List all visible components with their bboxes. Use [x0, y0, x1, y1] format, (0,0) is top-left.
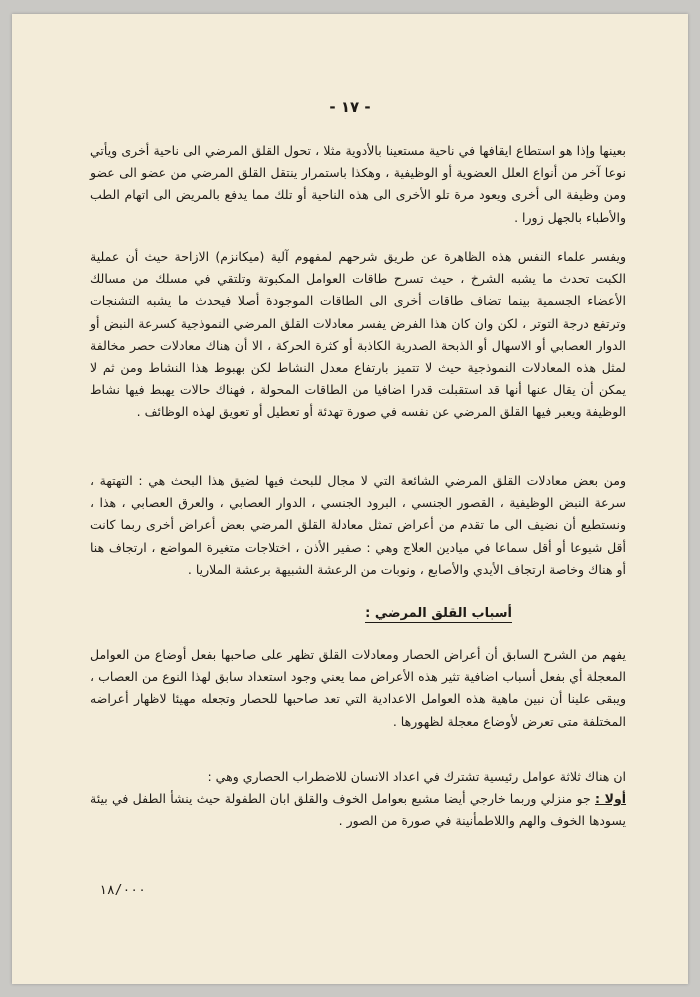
footer-page-code: ١٨/٠٠٠ [99, 883, 146, 898]
section-heading: أسباب القلق المرضي : [365, 606, 512, 621]
paragraph-5-lead: أولا : [595, 791, 627, 807]
paragraph-5-intro: ان هناك ثلاثة عوامل رئيسية تشترك في اعداد الانسان للاضطراب الحصاري وهي : [207, 769, 626, 784]
paragraph-5-rest: جو منزلي وربما خارجي أيضا مشبع بعوامل الخوف والقلق ابان الطفولة حيث ينشأ الطفل في بيئة يسودها الخوف والهم واللاطمأنينة في صورة من الصور . [90, 791, 626, 829]
document-page [12, 14, 688, 984]
paragraph-2: ويفسر علماء النفس هذه الظاهرة عن طريق شرحهم لمفهوم آلية (ميكانزم) الازاحة حيث أن عملية الكبت تحدث ما يشبه الشرخ ، حيث تسرح طاقات العوامل المكبوتة وتلتقي في مسلك من مسالك الأعضاء الجسمية بينما تضاف طاقات أخرى الى الطاقات الموجودة أصلا فيحدث ما يشبه التشنجات وترتفع درجة التوتر ، لكن وان كان هذا الفرض يفسر معادلات القلق المرضي النموذجية كسرعة النبض أو الدوار العصابي أو الاسهال أو الذبحة الصدرية الكاذبة أو كثرة الحركة ، الا أن هناك معادلات حصر مخالفة لمثل هذه المعادلات النموذجية حيث لا تتميز بارتفاع معدل النشاط لكن بهبوط هذا النشاط ومن ثم لا يمكن أن يقال عنها أنها قد استقبلت قدرا اضافيا من الطاقات المحولة ، فهناك حالات يهبط فيها نشاط الوظيفة ويعبر فيها القلق المرضي عن نفسه في صورة تهدئة أو تعطيل أو تعويق لهذه الوظائف . [90, 249, 626, 420]
paragraph-4: يفهم من الشرح السابق أن أعراض الحصار ومعادلات القلق تظهر على صاحبها بفعل أوضاع من العوامل المعجلة أي بفعل أسباب اضافية تثير هذه الأعراض مما يعني وجود استعداد سابق لهذا النوع من العصاب ، ويبقى علينا أن نبين ماهية هذه العوامل الاعدادية التي تعد صاحبها للحصار وتجعله مهيئا لاظهار أعراضه المختلفة متى تعرض لأوضاع معجلة لظهورها . [90, 647, 626, 729]
page-number: - ١٧ - [329, 98, 371, 116]
paragraph-5 [90, 766, 626, 833]
paragraph-1: بعينها وإذا هو استطاع ايقافها في ناحية مستعينا بالأدوية مثلا ، تحول القلق المرضي الى ناحية أخرى ويأتي نوعا آخر من أنواع العلل العضوية أو الوظيفية ، وهكذا باستمرار ينتقل القلق المرضي من عضو الى عضو ومن وظيفة الى أخرى ويعود مرة تلو الأخرى الى هذه الناحية أو تلك مما يدفع بالمريض الى اتهام الطب والأطباء بالجهل زورا . [90, 143, 626, 225]
paragraph-3: ومن بعض معادلات القلق المرضي الشائعة التي لا مجال للبحث فيها لضيق هذا البحث هي : التهتهة ، سرعة النبض الوظيفية ، القصور الجنسي ، البرود الجنسي ، الدوار العصابي ، والعرق العصابي ، هذا ، ونستطيع أن نضيف الى ما تقدم من أعراض تمثل معادلة القلق المرضي بعض أعراض أخرى ربما كانت أقل شيوعا أو أقل سماعا في ميادين العلاج وهي : صفير الأذن ، اختلاجات متغيرة المواضع ، ارتجاف هنا أو هناك وخاصة ارتجاف الأيدي والأصابع ، ونوبات من الرعشة الشبيهة برعشة الملاريا . [90, 473, 626, 577]
